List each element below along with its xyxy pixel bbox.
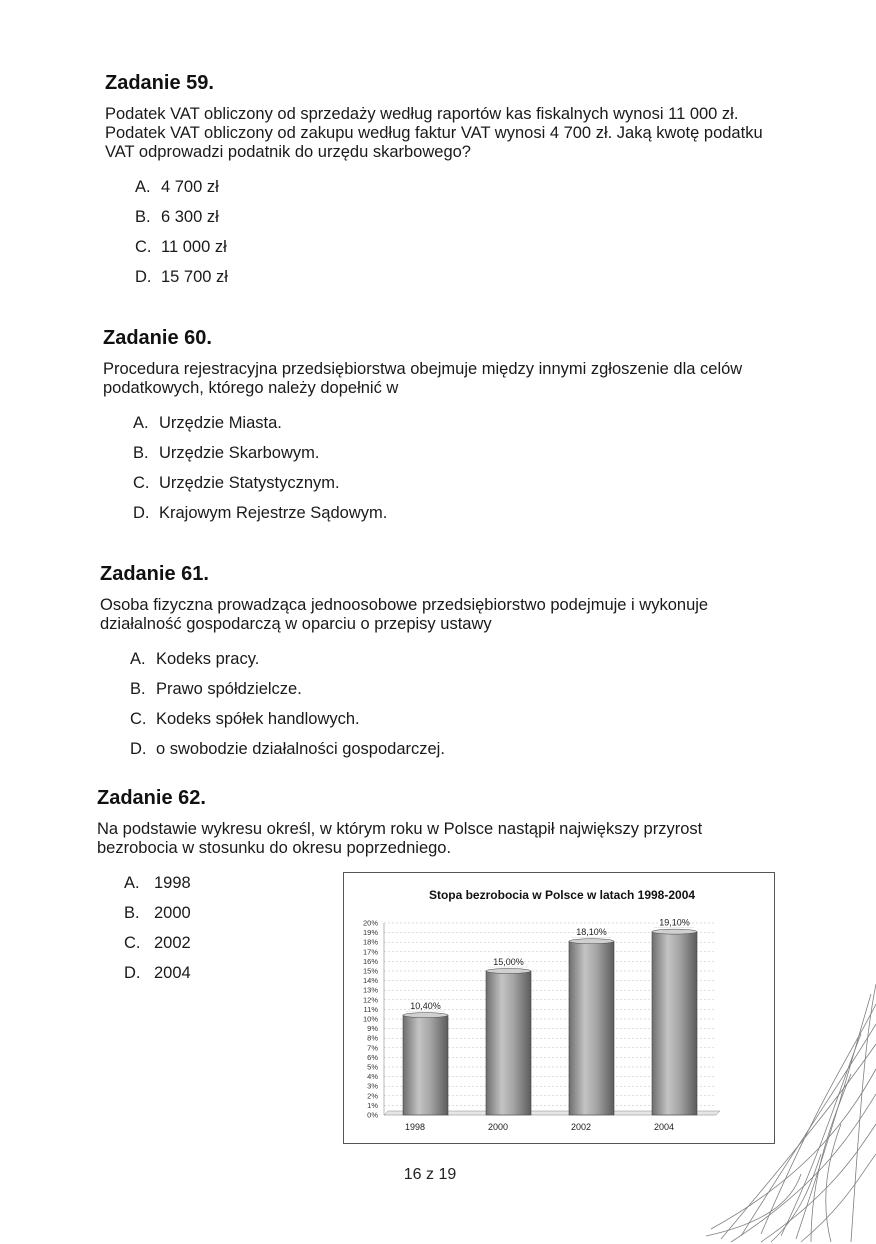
answer-option-a[interactable] — [103, 408, 793, 438]
answer-option-b[interactable] — [100, 674, 790, 704]
x-tick-label: 2000 — [487, 1122, 509, 1132]
y-tick-label: 20% — [362, 918, 378, 928]
option-letter: A. — [124, 874, 140, 892]
task-question: Osoba fizyczna prowadząca jednoosobowe przedsiębiorstwo podejmuje i wykonuje działalność gospodarczą w oparciu o przepisy ustawy — [100, 596, 709, 633]
answer-option-c[interactable] — [103, 468, 793, 498]
answer-options — [105, 172, 795, 292]
bar-2004 — [652, 932, 697, 1115]
x-tick-label: 2004 — [653, 1122, 675, 1132]
bar-value-label: 10,40% — [410, 1001, 441, 1012]
option-text: Kodeks pracy. — [156, 650, 260, 668]
option-text: Urzędzie Miasta. — [159, 414, 282, 432]
answer-option-d[interactable] — [105, 262, 795, 292]
option-text: o swobodzie działalności gospodarczej. — [156, 740, 445, 758]
scan-fringe-decoration — [701, 974, 876, 1244]
option-text: Prawo spółdzielcze. — [156, 680, 302, 698]
bar-value-label: 18,10% — [576, 927, 607, 938]
y-tick-label: 10% — [362, 1014, 378, 1024]
y-tick-label: 13% — [362, 985, 378, 995]
task-question: Na podstawie wykresu określ, w którym roku w Polsce nastąpił największy przyrost bezrobocia w stosunku do okresu poprzedniego. — [97, 820, 703, 857]
option-letter: D. — [133, 504, 150, 522]
answer-option-a[interactable] — [100, 644, 790, 674]
chart-title: Stopa bezrobocia w Polsce w latach 1998-2004 — [428, 888, 696, 902]
option-letter: C. — [135, 238, 152, 256]
task-question: Podatek VAT obliczony od sprzedaży według raportów kas fiskalnych wynosi 11 000 zł. Podatek VAT obliczony od zakupu według faktur VAT wynosi 4 700 zł. Jaką kwotę podatku VAT odprowadzi podatnik do urzędu skarbowego? — [105, 105, 763, 161]
chart-bars — [403, 918, 697, 1115]
option-letter: A. — [130, 650, 146, 668]
option-text: 2004 — [154, 964, 191, 982]
y-tick-label: 18% — [362, 937, 378, 947]
option-letter: A. — [133, 414, 149, 432]
page-number: 16 z 19 — [403, 1166, 457, 1183]
y-tick-label: 7% — [367, 1043, 378, 1053]
y-tick-label: 14% — [362, 976, 378, 986]
task-title: Zadanie 59. — [105, 72, 214, 94]
answer-option-c[interactable] — [105, 232, 795, 262]
x-tick-label: 1998 — [404, 1122, 426, 1132]
task-61 — [100, 563, 790, 764]
option-letter: D. — [124, 964, 141, 982]
option-text: Krajowym Rejestrze Sądowym. — [159, 504, 388, 522]
option-text: 15 700 zł — [161, 268, 228, 286]
option-text: 11 000 zł — [161, 238, 227, 256]
bar-2000 — [486, 971, 531, 1115]
y-tick-label: 4% — [367, 1072, 378, 1082]
y-tick-label: 2% — [367, 1091, 378, 1101]
y-tick-label: 0% — [367, 1110, 378, 1120]
task-question: Procedura rejestracyjna przedsiębiorstwa obejmuje między innymi zgłoszenie dla celów podatkowych, którego należy dopełnić w — [103, 360, 743, 397]
option-text: Urzędzie Statystycznym. — [159, 474, 340, 492]
y-tick-label: 5% — [367, 1062, 378, 1072]
answer-option-a[interactable] — [105, 172, 795, 202]
task-title: Zadanie 62. — [97, 787, 206, 809]
option-letter: D. — [130, 740, 147, 758]
option-letter: C. — [124, 934, 141, 952]
answer-option-b[interactable] — [103, 438, 793, 468]
option-text: Kodeks spółek handlowych. — [156, 710, 360, 728]
option-letter: B. — [133, 444, 149, 462]
task-59 — [105, 72, 795, 292]
bar-2002 — [569, 941, 614, 1115]
option-letter: B. — [135, 208, 151, 226]
option-text: 6 300 zł — [161, 208, 219, 226]
y-tick-label: 19% — [362, 928, 378, 938]
y-tick-label: 15% — [362, 966, 378, 976]
y-tick-label: 17% — [362, 947, 378, 957]
option-text: 4 700 zł — [161, 178, 219, 196]
bar-1998 — [403, 1015, 448, 1115]
y-tick-label: 12% — [362, 995, 378, 1005]
y-axis-ticks — [363, 919, 378, 1120]
bar-top-2004 — [652, 929, 697, 934]
option-letter: D. — [135, 268, 152, 286]
answer-options — [103, 408, 793, 528]
option-text: 2002 — [154, 934, 191, 952]
task-title: Zadanie 61. — [100, 563, 209, 585]
answer-option-c[interactable] — [100, 704, 790, 734]
y-tick-label: 11% — [363, 1004, 378, 1014]
answer-option-d[interactable] — [100, 734, 790, 764]
answer-option-d[interactable] — [103, 498, 793, 528]
option-letter: C. — [130, 710, 147, 728]
bar-top-1998 — [403, 1013, 448, 1018]
task-title: Zadanie 60. — [103, 327, 212, 349]
y-tick-label: 1% — [367, 1100, 378, 1110]
y-tick-label: 8% — [367, 1033, 378, 1043]
x-tick-label: 2002 — [570, 1122, 592, 1132]
bar-value-label: 15,00% — [493, 957, 524, 967]
bar-value-label: 19,10% — [659, 917, 690, 928]
bar-top-2002 — [569, 939, 614, 944]
y-tick-label: 6% — [367, 1052, 378, 1062]
option-text: 1998 — [154, 874, 191, 892]
option-letter: A. — [135, 178, 151, 196]
option-letter: B. — [124, 904, 140, 922]
option-text: 2000 — [154, 904, 191, 922]
y-tick-label: 3% — [367, 1081, 378, 1091]
option-letter: B. — [130, 680, 146, 698]
answer-option-b[interactable] — [105, 202, 795, 232]
y-tick-label: 9% — [367, 1024, 378, 1034]
y-tick-label: 16% — [362, 956, 378, 966]
x-axis-ticks — [405, 1122, 674, 1132]
option-text: Urzędzie Skarbowym. — [159, 444, 320, 462]
option-letter: C. — [133, 474, 150, 492]
answer-options — [100, 644, 790, 764]
bar-top-2000 — [486, 969, 531, 974]
task-60 — [103, 327, 793, 528]
